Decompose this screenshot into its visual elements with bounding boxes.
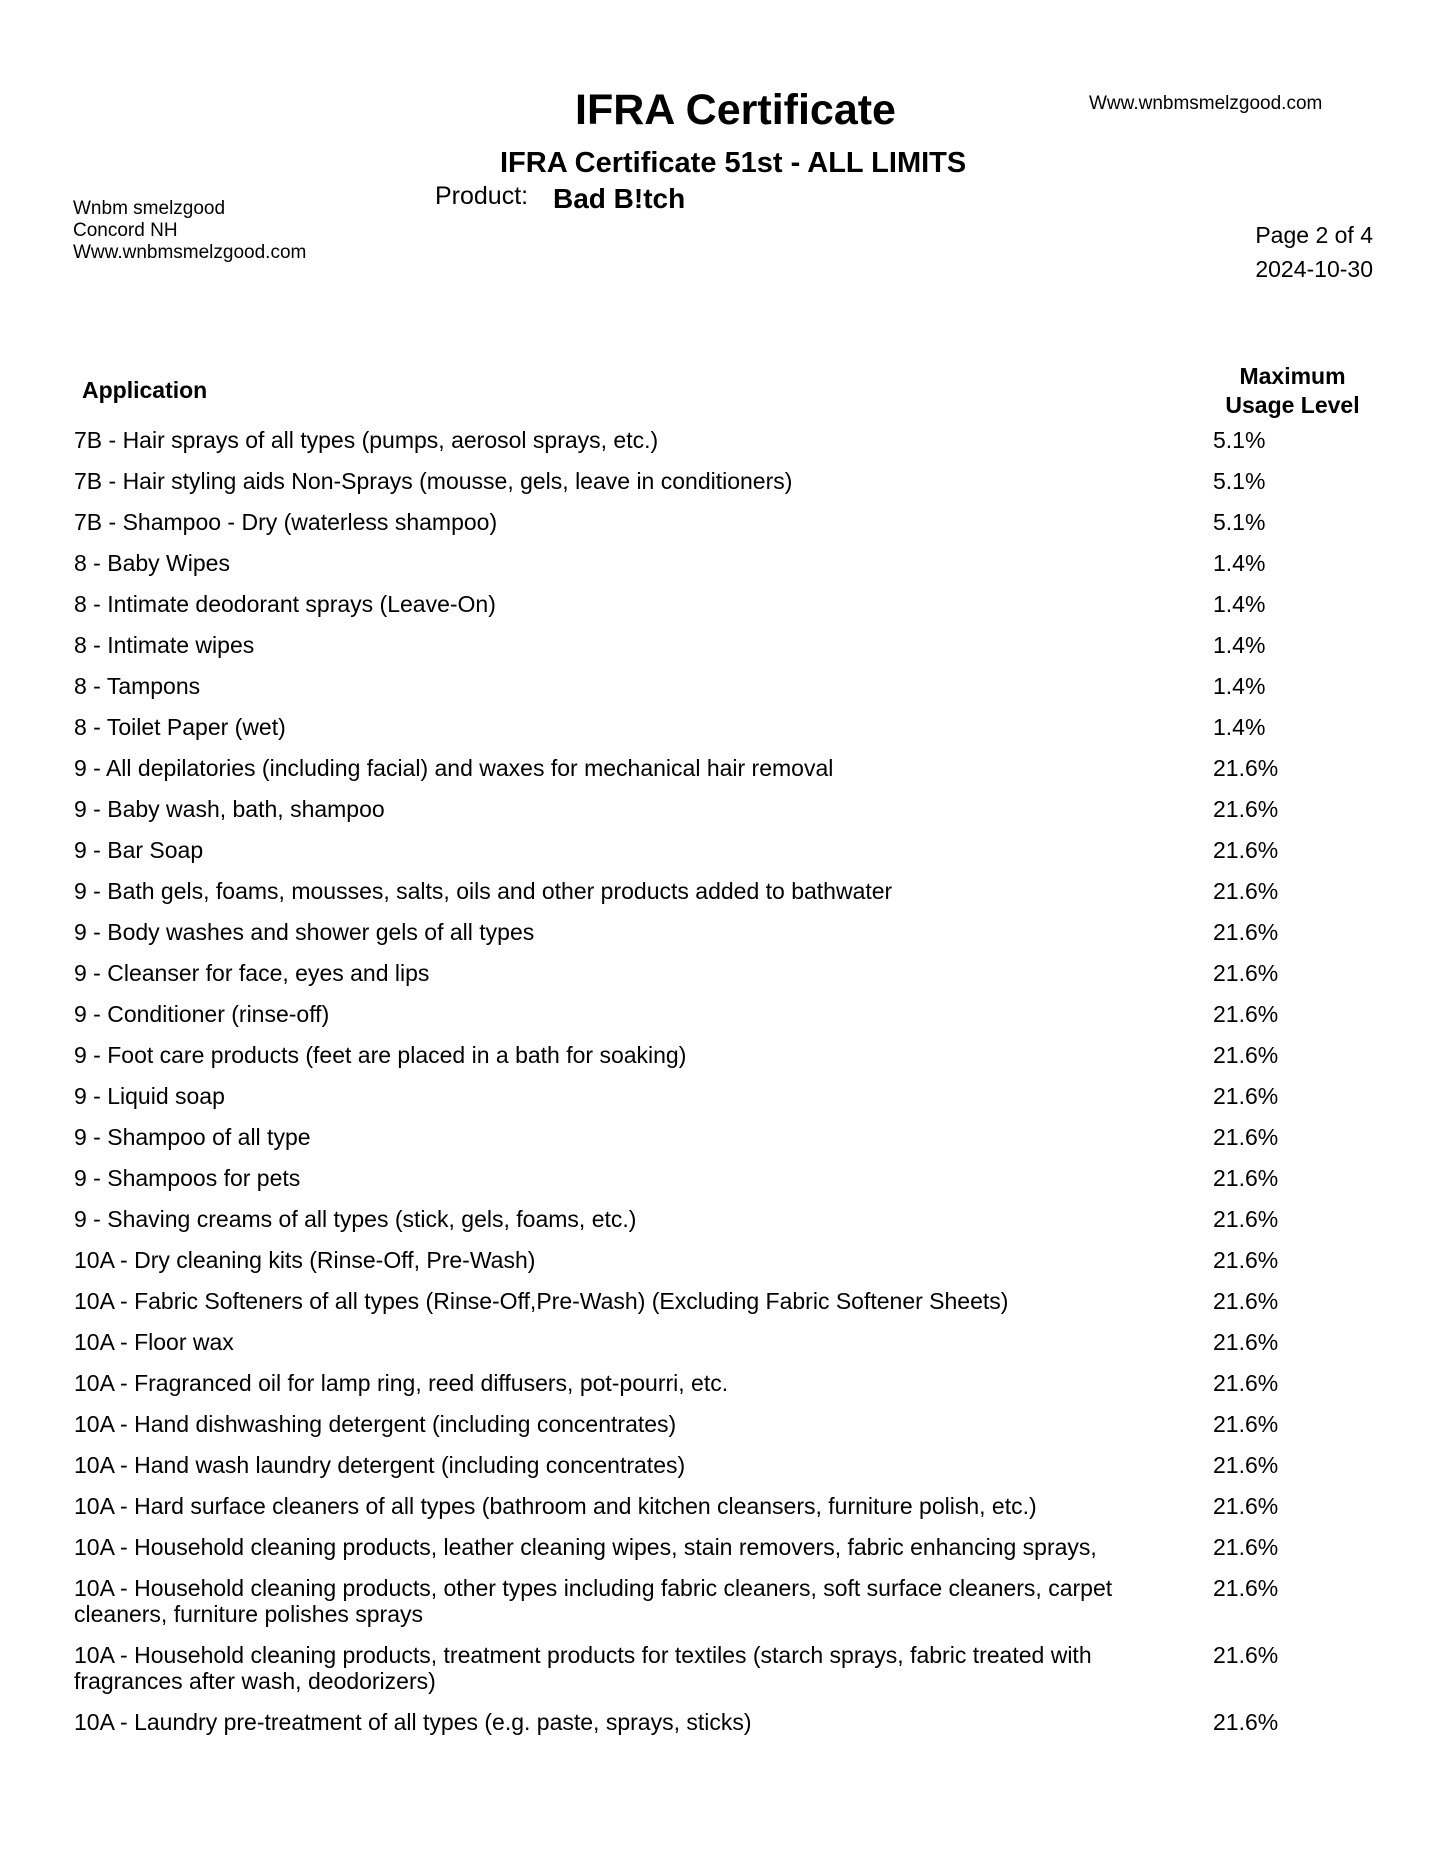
application-cell: 8 - Baby Wipes	[74, 550, 230, 576]
application-cell: 9 - Bar Soap	[74, 837, 204, 863]
usage-level-cell: 21.6%	[1213, 878, 1279, 904]
table-row	[74, 1493, 1279, 1519]
table-row	[74, 919, 1279, 945]
application-cell: 9 - All depilatories (including facial) and waxes for mechanical hair removal	[74, 755, 834, 781]
table-row	[74, 878, 1279, 904]
website-url-top: Www.wnbmsmelzgood.com	[1089, 93, 1323, 114]
usage-level-cell: 21.6%	[1213, 960, 1279, 986]
application-cell: 10A - Household cleaning products, treatment products for textiles (starch sprays, fabric treated with fragrances after wash, deodorizers)	[74, 1642, 1092, 1694]
table-row	[74, 632, 1266, 658]
usage-level-cell: 21.6%	[1213, 1452, 1279, 1478]
application-cell: 10A - Household cleaning products, leather cleaning wipes, stain removers, fabric enhancing sprays,	[74, 1534, 1097, 1560]
table-row	[74, 509, 1266, 535]
application-cell: 10A - Hard surface cleaners of all types (bathroom and kitchen cleansers, furniture polish, etc.)	[74, 1493, 1037, 1519]
usage-level-cell: 21.6%	[1213, 1206, 1279, 1232]
product-label: Product:	[435, 182, 529, 210]
usage-level-cell: 21.6%	[1213, 919, 1279, 945]
product-name: Bad B!tch	[553, 183, 686, 214]
table-row	[74, 796, 1279, 822]
page-number: Page 2 of 4	[1255, 222, 1373, 248]
usage-level-cell: 1.4%	[1213, 714, 1266, 740]
application-cell: 10A - Fabric Softeners of all types (Rinse-Off,Pre-Wash) (Excluding Fabric Softener Sheets)	[74, 1288, 1009, 1314]
table-row	[74, 1124, 1279, 1150]
usage-level-cell: 21.6%	[1213, 1165, 1279, 1191]
table-row	[74, 1165, 1279, 1191]
usage-level-cell: 21.6%	[1213, 755, 1279, 781]
usage-level-cell: 1.4%	[1213, 673, 1266, 699]
usage-level-cell: 21.6%	[1213, 796, 1279, 822]
application-cell: 9 - Foot care products (feet are placed in a bath for soaking)	[74, 1042, 687, 1068]
company-info-block	[73, 198, 306, 264]
application-cell: 8 - Intimate wipes	[74, 632, 255, 658]
application-cell: 7B - Shampoo - Dry (waterless shampoo)	[74, 509, 498, 535]
usage-level-cell: 5.1%	[1213, 509, 1266, 535]
table-row	[74, 550, 1266, 576]
application-cell: 7B - Hair sprays of all types (pumps, aerosol sprays, etc.)	[74, 427, 659, 453]
table-row	[74, 1001, 1279, 1027]
table-row	[74, 1709, 1279, 1735]
usage-level-cell: 21.6%	[1213, 1083, 1279, 1109]
document-title: IFRA Certificate	[575, 86, 896, 134]
usage-level-cell: 21.6%	[1213, 1642, 1279, 1668]
application-cell: 10A - Household cleaning products, other types including fabric cleaners, soft surface cleaners, carpet cleaners, furniture polishes sprays	[74, 1575, 1113, 1627]
usage-level-cell: 21.6%	[1213, 1001, 1279, 1027]
usage-level-cell: 5.1%	[1213, 468, 1266, 494]
application-cell: 9 - Liquid soap	[74, 1083, 225, 1109]
application-cell: 10A - Fragranced oil for lamp ring, reed diffusers, pot-pourri, etc.	[74, 1370, 729, 1396]
usage-header-line1: Maximum	[1239, 363, 1346, 389]
table-row	[74, 1452, 1279, 1478]
application-cell: 9 - Shampoo of all type	[74, 1124, 311, 1150]
table-row	[74, 468, 1266, 494]
application-cell: 9 - Cleanser for face, eyes and lips	[74, 960, 430, 986]
application-cell: 10A - Hand dishwashing detergent (including concentrates)	[74, 1411, 677, 1437]
application-cell: 8 - Toilet Paper (wet)	[74, 714, 286, 740]
application-cell: 8 - Intimate deodorant sprays (Leave-On)	[74, 591, 496, 617]
table-row	[74, 1534, 1279, 1560]
table-row	[74, 837, 1279, 863]
table-row	[74, 427, 1266, 453]
application-column-header: Application	[82, 377, 208, 403]
usage-level-cell: 5.1%	[1213, 427, 1266, 453]
applications-table	[74, 427, 1279, 1750]
usage-level-cell: 21.6%	[1213, 1329, 1279, 1355]
usage-level-cell: 21.6%	[1213, 837, 1279, 863]
usage-level-cell: 21.6%	[1213, 1534, 1279, 1560]
usage-level-cell: 21.6%	[1213, 1575, 1279, 1601]
application-cell: 10A - Dry cleaning kits (Rinse-Off, Pre-Wash)	[74, 1247, 536, 1273]
table-row	[74, 1575, 1279, 1627]
application-cell: 9 - Baby wash, bath, shampoo	[74, 796, 385, 822]
usage-level-cell: 21.6%	[1213, 1042, 1279, 1068]
usage-header-line2: Usage Level	[1225, 392, 1360, 418]
table-row	[74, 1247, 1279, 1273]
application-cell: 9 - Shampoos for pets	[74, 1165, 301, 1191]
table-row	[74, 673, 1266, 699]
company-website: Www.wnbmsmelzgood.com	[73, 242, 307, 263]
application-cell: 9 - Conditioner (rinse-off)	[74, 1001, 330, 1027]
table-row	[74, 1642, 1279, 1694]
table-row	[74, 1042, 1279, 1068]
document-date: 2024-10-30	[1255, 256, 1373, 282]
certificate-subtitle: IFRA Certificate 51st - ALL LIMITS	[500, 147, 967, 179]
table-row	[74, 960, 1279, 986]
usage-level-column-header	[1205, 362, 1380, 420]
usage-level-cell: 21.6%	[1213, 1370, 1279, 1396]
company-name: Wnbm smelzgood	[73, 198, 226, 219]
table-row	[74, 1411, 1279, 1437]
page-info-block	[1255, 218, 1373, 286]
application-cell: 10A - Hand wash laundry detergent (including concentrates)	[74, 1452, 686, 1478]
usage-level-cell: 21.6%	[1213, 1709, 1279, 1735]
application-cell: 9 - Body washes and shower gels of all types	[74, 919, 535, 945]
company-location: Concord NH	[73, 220, 178, 241]
usage-level-cell: 21.6%	[1213, 1247, 1279, 1273]
application-cell: 10A - Laundry pre-treatment of all types (e.g. paste, sprays, sticks)	[74, 1709, 752, 1735]
application-cell: 9 - Shaving creams of all types (stick, gels, foams, etc.)	[74, 1206, 637, 1232]
table-row	[74, 1206, 1279, 1232]
table-row	[74, 1288, 1279, 1314]
usage-level-cell: 21.6%	[1213, 1493, 1279, 1519]
usage-level-cell: 1.4%	[1213, 550, 1266, 576]
application-cell: 10A - Floor wax	[74, 1329, 234, 1355]
application-cell: 8 - Tampons	[74, 673, 201, 699]
usage-level-cell: 21.6%	[1213, 1411, 1279, 1437]
table-row	[74, 755, 1279, 781]
table-row	[74, 1083, 1279, 1109]
usage-level-cell: 1.4%	[1213, 632, 1266, 658]
usage-level-cell: 1.4%	[1213, 591, 1266, 617]
table-row	[74, 714, 1266, 740]
table-row	[74, 591, 1266, 617]
usage-level-cell: 21.6%	[1213, 1288, 1279, 1314]
application-cell: 9 - Bath gels, foams, mousses, salts, oils and other products added to bathwater	[74, 878, 893, 904]
application-cell: 7B - Hair styling aids Non-Sprays (mousse, gels, leave in conditioners)	[74, 468, 793, 494]
table-row	[74, 1329, 1279, 1355]
table-row	[74, 1370, 1279, 1396]
usage-level-cell: 21.6%	[1213, 1124, 1279, 1150]
